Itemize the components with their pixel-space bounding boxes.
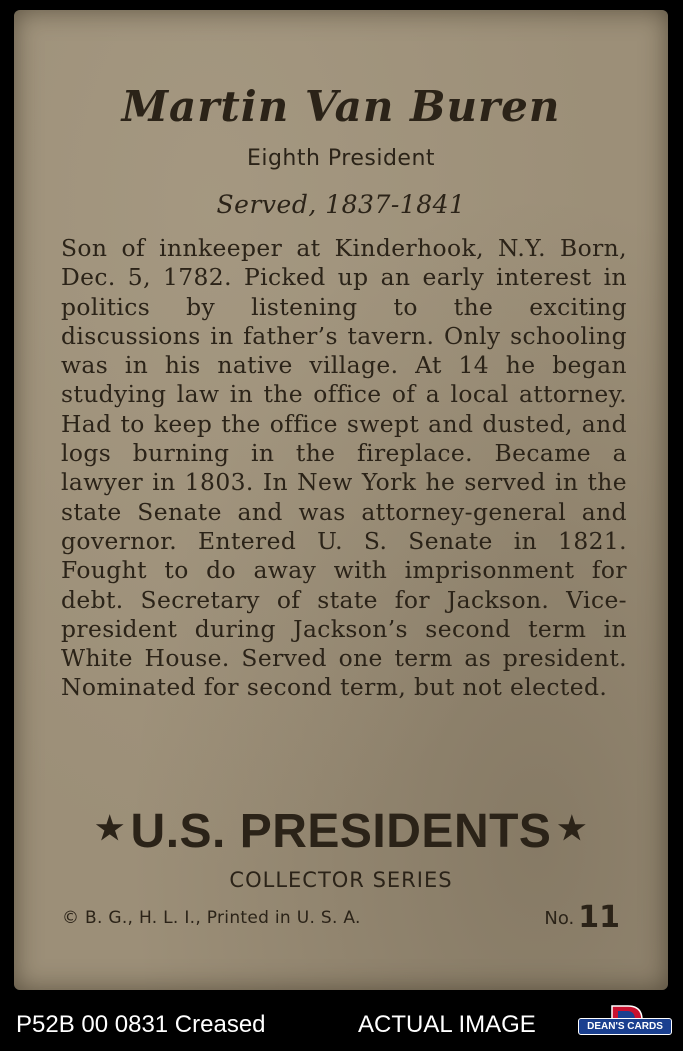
card-back [14,10,668,990]
series-subtitle: COLLECTOR SERIES [229,868,453,892]
biography-text: Son of innkeeper at Kinderhook, N.Y. Born, Dec. 5, 1782. Picked up an early interest in politics by listening to the exciting discussions in father’s tavern. Only schooling was in his native village. At 14 he began studying law in the office of a local attorney. Had to keep the office swept and dusted, and logs burning in the fireplace. Became a lawyer in 1803. In New York he served in the state Senate and was attorney-general and governor. Entered U. S. Senate in 1821. Fought to do away with imprisonment for debt. Secretary of state for Jackson. Vice-president during Jackson’s second term in White House. Served one term as president. Nominated for second term, but not elected. [61,234,627,702]
president-office: Eighth President [246,146,436,171]
deans-cards-logo [578,1004,672,1046]
president-name: Martin Van Buren [121,82,561,131]
star-icon: ★ [95,810,125,846]
card-number [544,900,620,935]
copyright-line: © B. G., H. L. I., Printed in U. S. A. [62,908,361,928]
card-number-value: 11 [578,900,620,935]
star-icon: ★ [557,810,587,846]
series-title [14,804,668,859]
listing-code: P52B 00 0831 Creased [16,1011,266,1038]
logo-text: DEAN'S CARDS [578,1018,672,1035]
card-number-label: No. [544,908,575,929]
term-served: Served, 1837-1841 [216,190,466,219]
series-title-text: U.S. PRESIDENTS [130,805,552,858]
actual-image-label: ACTUAL IMAGE [358,1011,536,1038]
